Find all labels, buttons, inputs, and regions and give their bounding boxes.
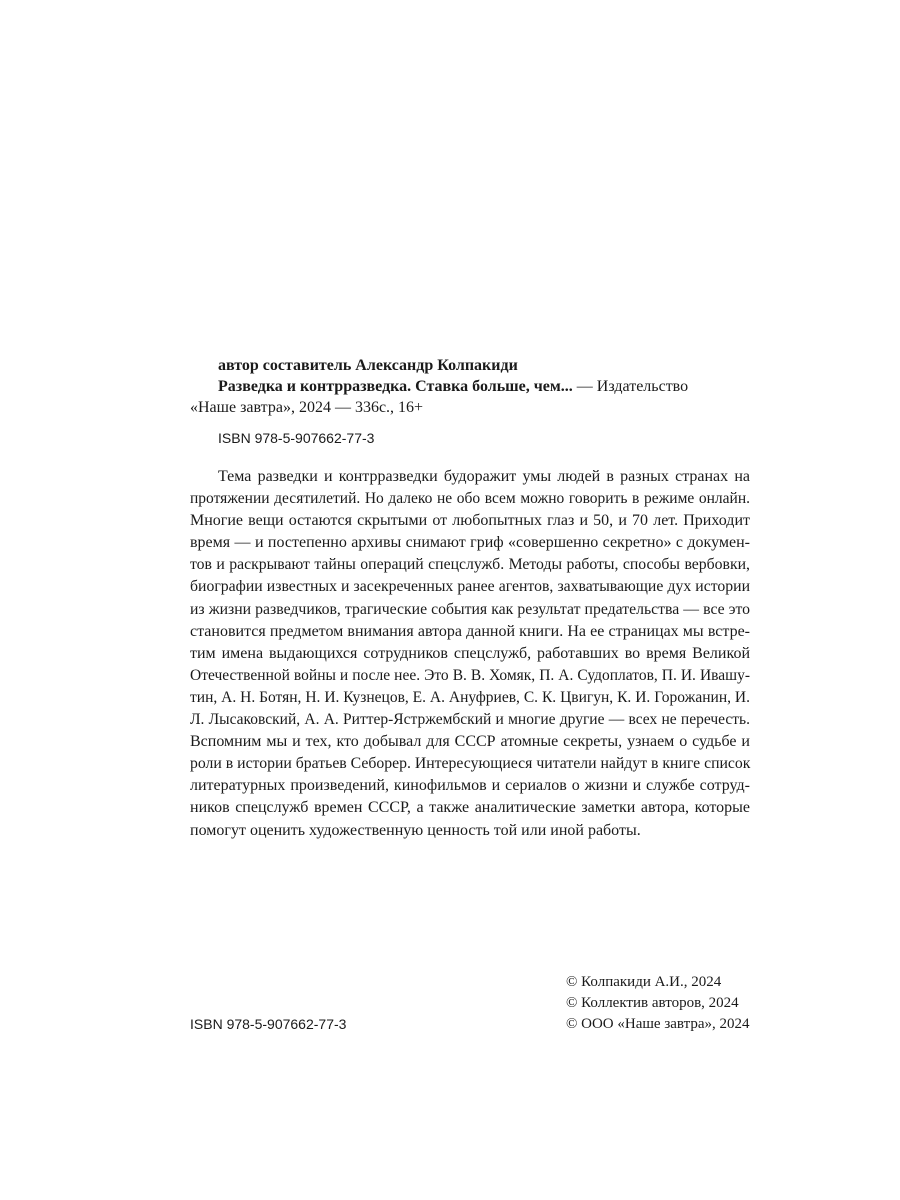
annotation-line: тов и раскрывают тайны операций спецслужб. Методы работы, способы вербовки, [190,556,750,574]
annotation-line: помогут оценить художественную ценность той или иной работы. [190,821,641,839]
title-line [190,376,710,397]
book-title: Разведка и контрразведка. Ставка больше, чем... [218,378,573,395]
copyright-line: © Колпакиди А.И., 2024 [566,974,722,990]
annotation-line: Вспомним мы и тех, кто добывал для СССР атомные секреты, узнаем о судьбе и [190,733,750,751]
annotation-line: литературных произведений, кинофильмов и сериалов о жизни и службе сотруд- [190,777,750,795]
isbn-top: ISBN 978-5-907662-77-3 [218,430,375,446]
annotation-line: Отечественной войны и после нее. Это В. В. Хомяк, П. А. Судоплатов, П. И. Ивашу- [190,666,750,684]
annotation-line: становится предметом внимания автора данной книги. На ее страницах мы встре- [190,622,750,640]
annotation-line: протяжении десятилетий. Но далеко не обо всем можно говорить в режиме онлайн. [190,490,750,508]
annotation-line: Многие вещи остаются скрытыми от любопытных глаз и 50, и 70 лет. Приходит [190,512,750,530]
annotation-line: тим имена выдающихся сотрудников спецслужб, работавших во время Великой [190,644,750,662]
publisher-prefix: — Издательство [572,378,689,395]
annotation [190,466,750,842]
annotation-line: роли в истории братьев Себорер. Интересующиеся читатели найдут в книге список [190,755,751,773]
bibliographic-record [190,355,710,418]
annotation-line: биографии известных и засекреченных ранее агентов, захватывающие дух истории [190,578,750,596]
publisher-line: «Наше завтра», 2024 — 336с., 16+ [190,399,424,416]
author-line: автор составитель Александр Колпакиди [218,357,518,374]
annotation-line: из жизни разведчиков, трагические события как результат предательства — все это [190,600,750,618]
copyright-line: © Коллектив авторов, 2024 [566,995,739,1011]
annotation-line: время — и постепенно архивы снимают гриф «совершенно секретно» с докумен- [190,534,750,552]
annotation-line: тин, А. Н. Ботян, Н. И. Кузнецов, Е. А. Ануфриев, С. К. Цвигун, К. И. Горожанин, И. [190,688,750,706]
annotation-line: Л. Лысаковский, А. А. Риттер-Ястржембский и многие другие — всех не перечесть. [190,711,750,729]
copyright-line: © ООО «Наше завтра», 2024 [566,1016,750,1032]
isbn-bottom: ISBN 978-5-907662-77-3 [190,1016,347,1032]
annotation-line: ников спецслужб времен СССР, а также аналитические заметки автора, которые [190,799,750,817]
copyright-block [566,972,786,1035]
annotation-line: Тема разведки и контрразведки будоражит умы людей в разных странах на [218,468,750,485]
